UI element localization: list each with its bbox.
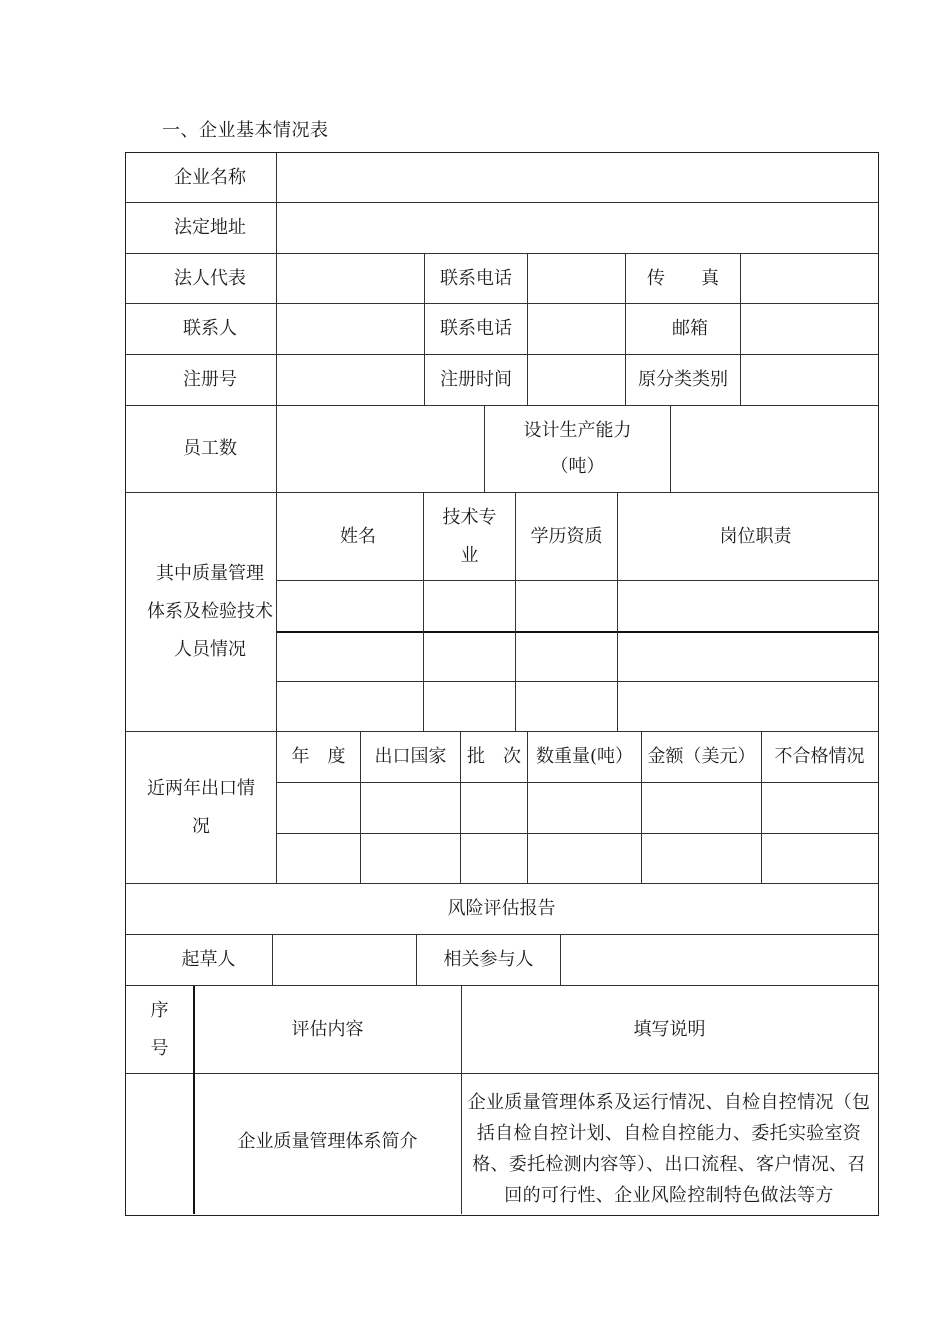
participants-label: 相关参与人 — [443, 949, 534, 970]
staff-count-field[interactable] — [277, 406, 484, 492]
qm-row-1-name[interactable] — [277, 581, 423, 631]
qm-header-specialty: 技术专 业 — [442, 506, 497, 566]
staff-count-label: 员工数 — [183, 438, 237, 459]
exports-row-2-nonconform[interactable] — [762, 834, 877, 883]
contact-phone-field[interactable] — [528, 304, 625, 354]
drafter-field[interactable] — [273, 935, 416, 985]
qm-row-2-specialty[interactable] — [424, 632, 515, 681]
risk-header-content: 评估内容 — [291, 1018, 364, 1040]
exports-header-year: 年 度 — [291, 746, 346, 767]
legal-rep-label: 法人代表 — [174, 268, 246, 289]
qm-staff-section-label: 其中质量管理 体系及检验技术 人员情况 — [147, 563, 273, 660]
risk-item-instructions: 企业质量管理体系及运行情况、自检自控情况（包括自检自控计划、自检自控能力、委托实验室资格、委托检测内容等）、出口流程、客户情况、召回的可行性、企业风险控制特色做法等方 — [467, 1092, 871, 1206]
qm-row-1-specialty[interactable] — [424, 581, 515, 631]
legal-rep-field[interactable] — [277, 254, 424, 303]
risk-item-content: 企业质量管理体系简介 — [237, 1131, 418, 1152]
qm-header-name: 姓名 — [340, 525, 376, 547]
qm-row-1-duties[interactable] — [618, 581, 877, 631]
phone-label: 联系电话 — [440, 268, 512, 289]
qm-row-1-education[interactable] — [516, 581, 617, 631]
exports-header-country: 出口国家 — [374, 746, 447, 767]
reg-time-label: 注册时间 — [440, 369, 512, 390]
exports-header-nonconform: 不合格情况 — [774, 746, 865, 767]
qm-row-3-name[interactable] — [277, 682, 423, 731]
risk-header-no: 序 号 — [150, 999, 169, 1059]
email-field[interactable] — [741, 304, 877, 354]
exports-row-1-country[interactable] — [361, 783, 460, 833]
exports-header-batches: 批 次 — [467, 746, 521, 767]
exports-row-1-year[interactable] — [277, 783, 360, 833]
exports-row-2-batches[interactable] — [461, 834, 527, 883]
legal-address-field[interactable] — [277, 203, 877, 253]
drafter-label: 起草人 — [181, 949, 236, 970]
page-heading: 一、企业基本情况表 — [162, 120, 329, 141]
qm-row-3-duties[interactable] — [618, 682, 877, 731]
qm-row-2-duties[interactable] — [618, 632, 877, 681]
exports-row-1-batches[interactable] — [461, 783, 527, 833]
exports-row-2-amount[interactable] — [642, 834, 761, 883]
exports-row-1-quantity[interactable] — [528, 783, 641, 833]
capacity-label: 设计生产能力 （吨） — [523, 420, 632, 477]
qm-row-3-education[interactable] — [516, 682, 617, 731]
legal-address-label: 法定地址 — [174, 217, 246, 238]
qm-row-2-education[interactable] — [516, 632, 617, 681]
orig-category-label: 原分类类别 — [638, 369, 728, 390]
qm-header-education: 学历资质 — [530, 525, 603, 547]
risk-header-instructions: 填写说明 — [633, 1018, 706, 1040]
risk-report-title: 风险评估报告 — [447, 898, 556, 919]
qm-header-duties: 岗位职责 — [719, 525, 792, 547]
fax-label: 传 真 — [647, 268, 719, 289]
reg-no-field[interactable] — [277, 355, 424, 405]
participants-field[interactable] — [561, 935, 877, 985]
exports-row-2-country[interactable] — [361, 834, 460, 883]
exports-header-quantity: 数重量(吨） — [535, 746, 634, 767]
exports-section-label: 近两年出口情 况 — [147, 777, 255, 837]
qm-row-3-specialty[interactable] — [424, 682, 515, 731]
orig-category-field[interactable] — [741, 355, 877, 405]
contact-field[interactable] — [277, 304, 424, 354]
reg-no-label: 注册号 — [183, 369, 237, 390]
exports-header-amount: 金额（美元） — [647, 746, 756, 767]
capacity-field[interactable] — [671, 406, 877, 492]
email-label: 邮箱 — [672, 318, 708, 339]
company-name-label: 企业名称 — [174, 167, 246, 188]
phone-field[interactable] — [528, 254, 625, 303]
contact-phone-label: 联系电话 — [440, 318, 512, 339]
fax-field[interactable] — [741, 254, 877, 303]
reg-time-field[interactable] — [528, 355, 625, 405]
exports-row-1-amount[interactable] — [642, 783, 761, 833]
qm-row-2-name[interactable] — [277, 632, 423, 681]
exports-row-2-quantity[interactable] — [528, 834, 641, 883]
risk-item-no — [126, 1074, 193, 1214]
company-name-field[interactable] — [277, 153, 877, 202]
exports-row-1-nonconform[interactable] — [762, 783, 877, 833]
contact-label: 联系人 — [183, 318, 237, 339]
exports-row-2-year[interactable] — [277, 834, 360, 883]
